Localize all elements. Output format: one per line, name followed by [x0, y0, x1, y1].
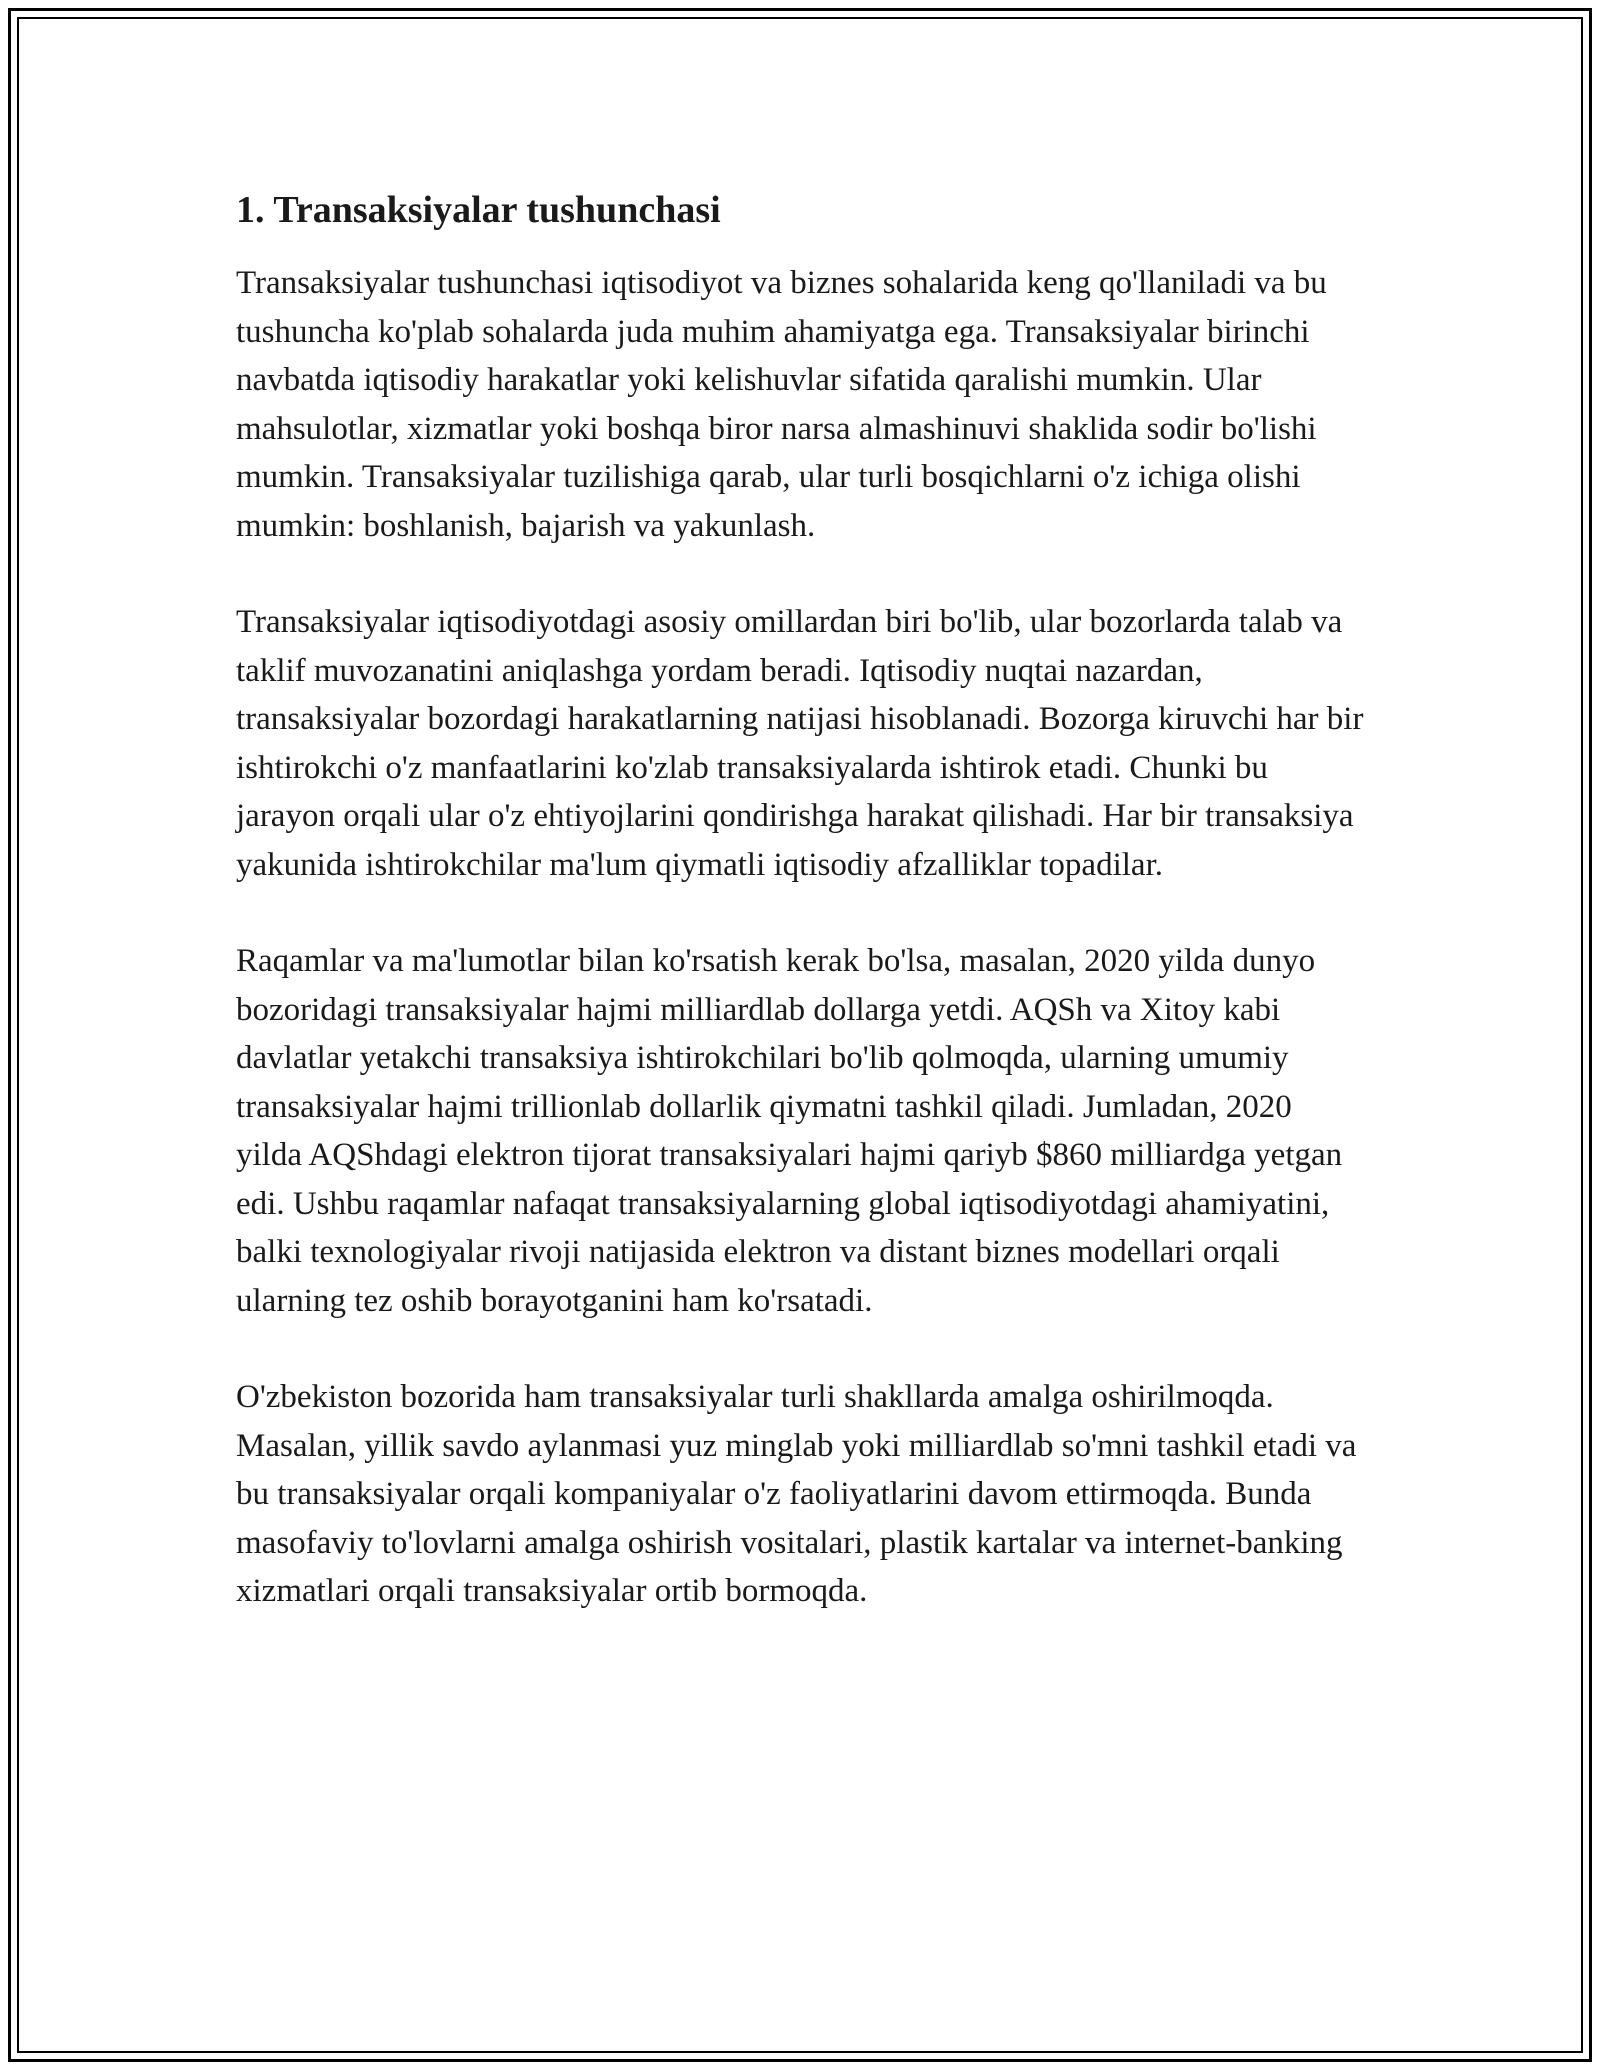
- paragraph-4: O'zbekiston bozorida ham transaksiyalar turli shakllarda amalga oshirilmoqda. Masalan, yillik savdo aylanmasi yuz minglab yoki milliardlab so'mni tashkil etadi va bu transaksiyalar orqali kompaniyalar o'z faoliyatlarini davom ettirmoqda. Bunda masofaviy to'lovlarni amalga oshirish vositalari, plastik kartalar va internet-banking xizmatlari orqali transaksiyalar ortib bormoqda.: [236, 1379, 1357, 1610]
- paragraph-2: Transaksiyalar iqtisodiyotdagi asosiy omillardan biri bo'lib, ular bozorlarda talab va taklif muvozanatini aniqlashga yordam beradi. Iqtisodiy nuqtai nazardan, transaksiyalar bozordagi harakatlarning natijasi hisoblanadi. Bozorga kiruvchi har bir ishtirokchi o'z manfaatlarini ko'zlab transaksiyalarda ishtirok etadi. Chunki bu jarayon orqali ular o'z ehtiyojlarini qondirishga harakat qilishadi. Har bir transaksiya yakunida ishtirokchilar ma'lum qiymatli iqtisodiy afzalliklar topadilar.: [236, 604, 1364, 883]
- paragraph-3: Raqamlar va ma'lumotlar bilan ko'rsatish kerak bo'lsa, masalan, 2020 yilda dunyo bozoridagi transaksiyalar hajmi milliardlab dollarga yetdi. AQSh va Xitoy kabi davlatlar yetakchi transaksiya ishtirokchilari bo'lib qolmoqda, ularning umumiy transaksiyalar hajmi trillionlab dollarlik qiymatni tashkil qiladi. Jumladan, 2020 yilda AQShdagi elektron tijorat transaksiyalari hajmi qariyb $860 milliardga yetgan edi. Ushbu raqamlar nafaqat transaksiyalarning global iqtisodiyotdagi ahamiyatini, balki texnologiyalar rivoji natijasida elektron va distant biznes modellari orqali ularning tez oshib borayotganini ham ko'rsatadi.: [236, 943, 1343, 1319]
- section-heading: 1. Transaksiyalar tushunchasi: [236, 189, 721, 231]
- paragraph-1: Transaksiyalar tushunchasi iqtisodiyot va biznes sohalarida keng qo'llaniladi va bu tushuncha ko'plab sohalarda juda muhim ahamiyatga ega. Transaksiyalar birinchi navbatda iqtisodiy harakatlar yoki kelishuvlar sifatida qaralishi mumkin. Ular mahsulotlar, xizmatlar yoki boshqa biror narsa almashinuvi shaklida sodir bo'lishi mumkin. Transaksiyalar tuzilishiga qarab, ular turli bosqichlarni o'z ichiga olishi mumkin: boshlanish, bajarish va yakunlash.: [236, 265, 1327, 544]
- document-body: [236, 186, 1364, 1664]
